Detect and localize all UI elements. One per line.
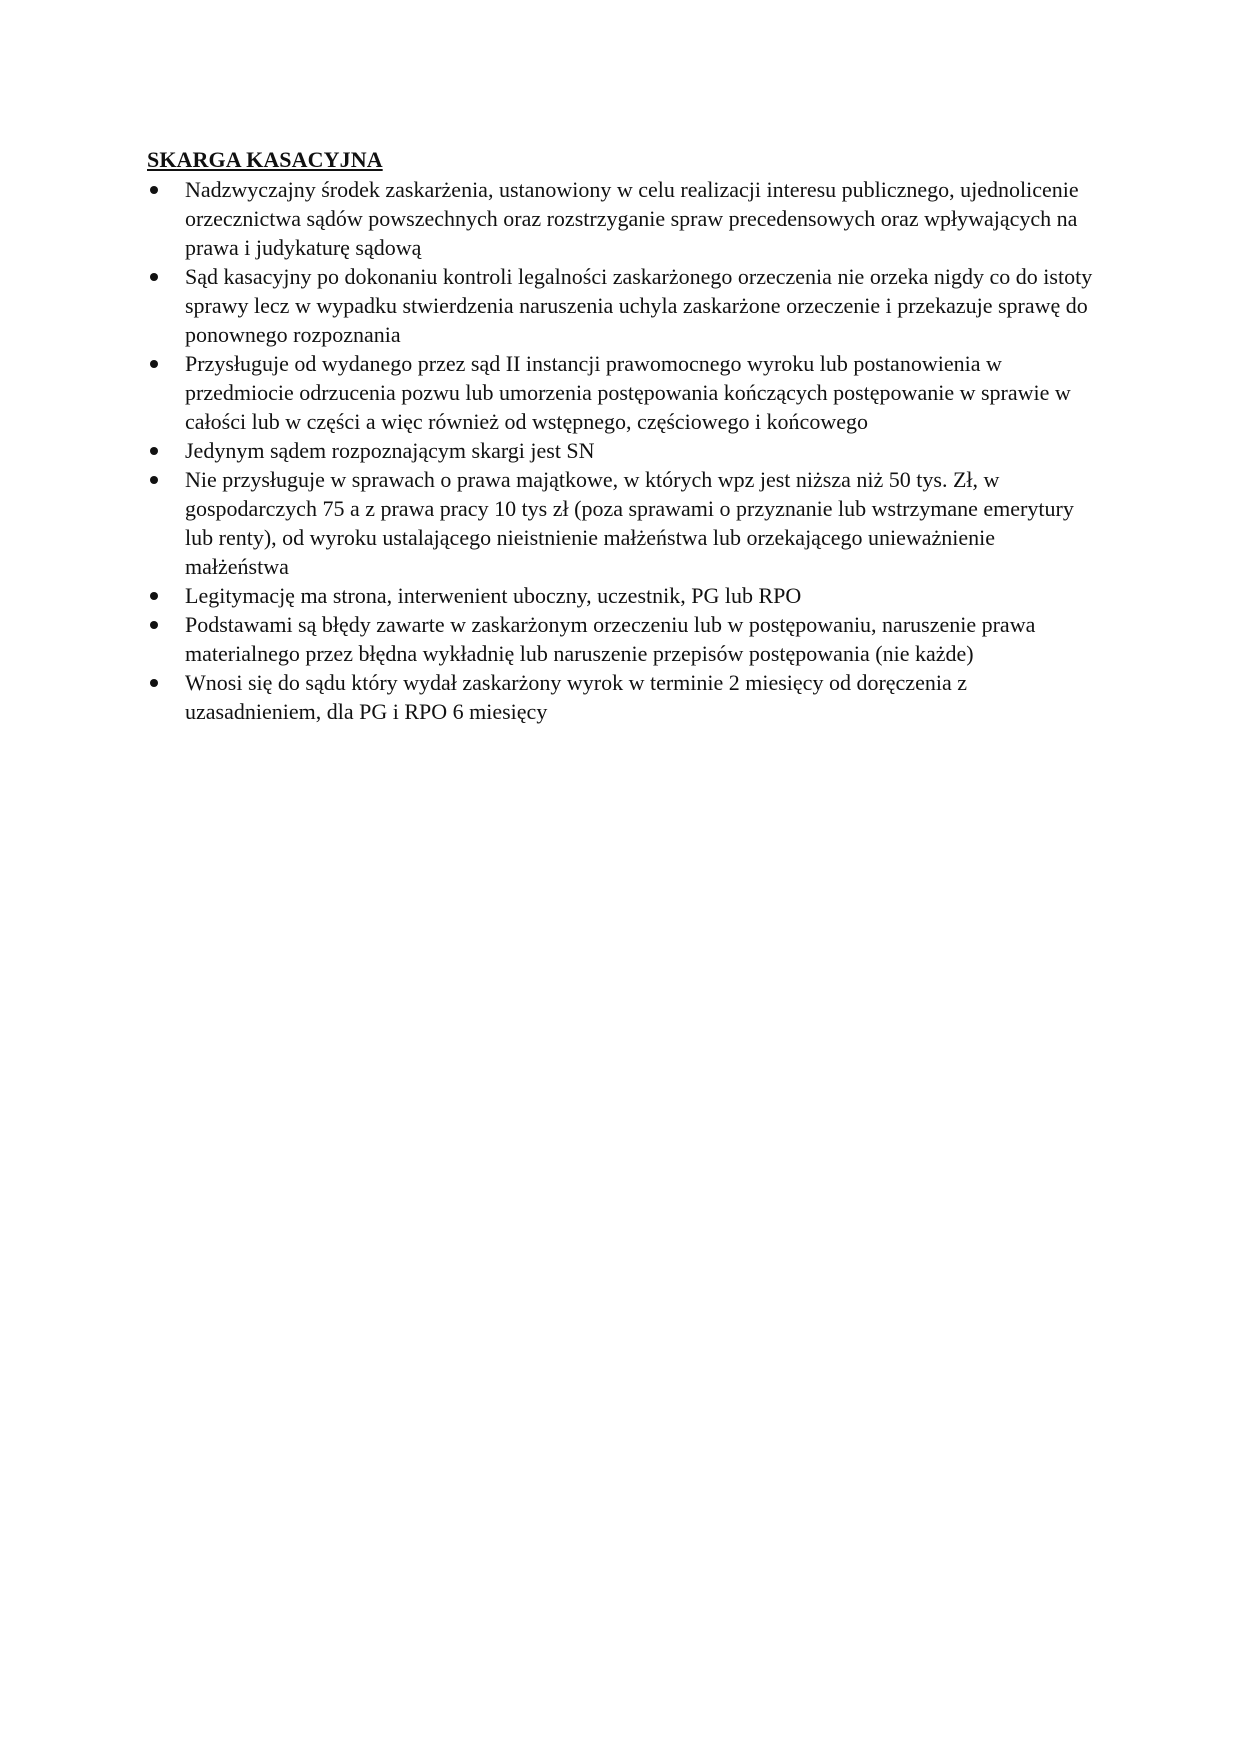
bullet-icon xyxy=(150,360,158,368)
bullet-icon xyxy=(150,447,158,455)
list-item-text: Nadzwyczajny środek zaskarżenia, ustanowiony w celu realizacji interesu publicznego, ujednolicenie orzecznictwa sądów powszechnych oraz rozstrzyganie spraw precedensowych oraz wpływających na prawa i judykaturę sądową xyxy=(185,177,1079,260)
list-item xyxy=(147,436,1097,465)
list-item-text: Nie przysługuje w sprawach o prawa majątkowe, w których wpz jest niższa niż 50 tys. Zł, w gospodarczych 75 a z prawa pracy 10 tys zł (poza sprawami o przyznanie lub wstrzymane emerytury lub renty), od wyroku ustalającego nieistnienie małżeństwa lub orzekającego unieważnienie małżeństwa xyxy=(185,467,1074,579)
bullet-icon xyxy=(150,476,158,484)
list-item xyxy=(147,349,1097,436)
list-item-text: Podstawami są błędy zawarte w zaskarżonym orzeczeniu lub w postępowaniu, naruszenie prawa materialnego przez błędna wykładnię lub naruszenie przepisów postępowania (nie każde) xyxy=(185,612,1036,666)
document-content xyxy=(147,145,1097,726)
list-item xyxy=(147,465,1097,581)
list-item xyxy=(147,610,1097,668)
list-item xyxy=(147,581,1097,610)
list-item xyxy=(147,668,1097,726)
bullet-icon xyxy=(150,186,158,194)
bullet-icon xyxy=(150,621,158,629)
list-item xyxy=(147,262,1097,349)
list-item xyxy=(147,175,1097,262)
list-item-text: Jedynym sądem rozpoznającym skargi jest SN xyxy=(185,438,595,463)
document-title: SKARGA KASACYJNA xyxy=(147,147,383,172)
bullet-list xyxy=(147,175,1097,726)
list-item-text: Legitymację ma strona, interwenient uboczny, uczestnik, PG lub RPO xyxy=(185,583,802,608)
bullet-icon xyxy=(150,592,158,600)
list-item-text: Wnosi się do sądu który wydał zaskarżony wyrok w terminie 2 miesięcy od doręczenia z uzasadnieniem, dla PG i RPO 6 miesięcy xyxy=(185,670,967,724)
bullet-icon xyxy=(150,273,158,281)
list-item-text: Sąd kasacyjny po dokonaniu kontroli legalności zaskarżonego orzeczenia nie orzeka nigdy co do istoty sprawy lecz w wypadku stwierdzenia naruszenia uchyla zaskarżone orzeczenie i przekazuje sprawę do ponownego rozpoznania xyxy=(185,264,1093,347)
bullet-icon xyxy=(150,679,158,687)
list-item-text: Przysługuje od wydanego przez sąd II instancji prawomocnego wyroku lub postanowienia w przedmiocie odrzucenia pozwu lub umorzenia postępowania kończących postępowanie w sprawie w całości lub w części a więc również od wstępnego, częściowego i końcowego xyxy=(185,351,1071,434)
